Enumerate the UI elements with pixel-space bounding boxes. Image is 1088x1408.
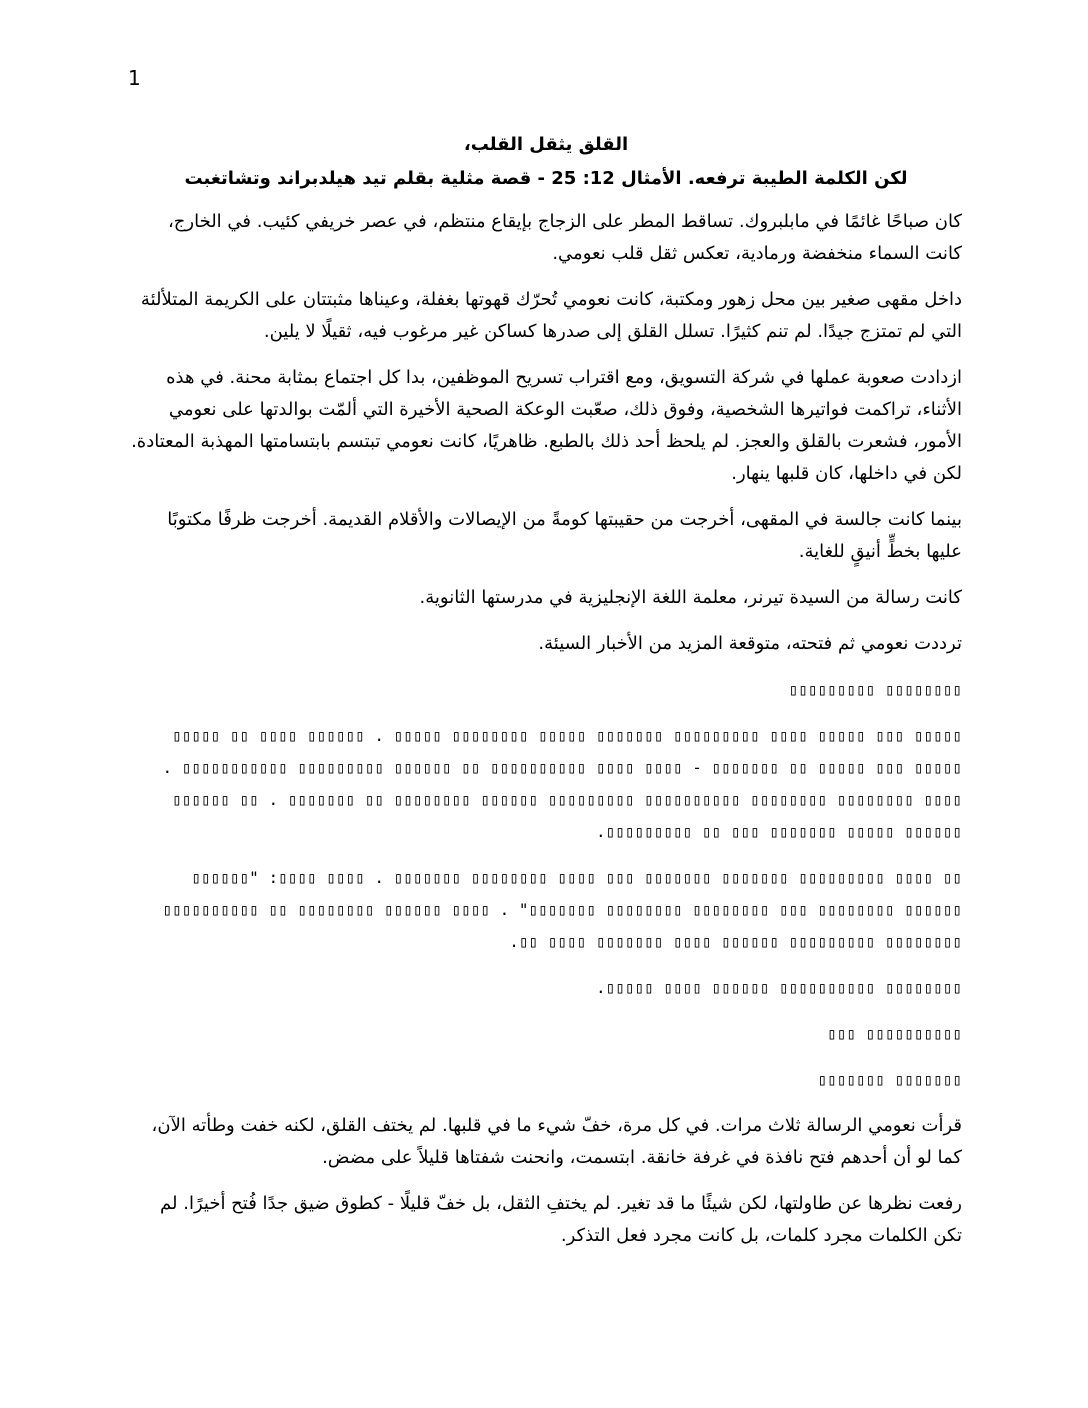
- garbled-paragraph-2: ▯▯ ▯▯▯▯ ▯▯▯▯▯▯▯▯▯ ▯▯▯▯▯▯▯ ▯▯▯▯▯▯▯ ▯▯▯ ▯▯▯▯ ▯▯▯▯▯▯▯▯ ▯▯▯▯▯▯▯ . ▯▯▯▯ ▯▯▯▯: "▯▯▯▯▯▯ ▯▯▯▯▯▯ ▯▯▯▯▯▯▯▯ ▯▯▯ ▯▯▯▯▯▯▯▯ ▯▯▯▯▯▯▯▯ ▯▯▯▯▯▯▯" . ▯▯▯▯ ▯▯▯▯▯▯ ▯▯▯▯▯▯▯▯ ▯▯ ▯▯▯▯▯▯▯▯▯▯ ▯▯▯▯▯▯▯▯ ▯▯▯▯▯▯▯▯▯ ▯▯▯▯▯▯ ▯▯▯▯ ▯▯▯▯▯▯▯ ▯▯▯▯ ▯▯.: [162, 868, 962, 951]
- paragraph-5: كانت رسالة من السيدة تيرنر، معلمة اللغة الإنجليزية في مدرستها الثانوية.: [419, 587, 962, 608]
- closing-paragraph-2: رفعت نظرها عن طاولتها، لكن شيئًا ما قد تغير. لم يختفِ الثقل، بل خفّ قليلًا - كطوق ضيق جدًا فُتح أخيرًا. لم تكن الكلمات مجرد كلمات، بل كانت مجرد فعل التذكر.: [160, 1193, 962, 1246]
- paragraph-6: ترددت نعومي ثم فتحته، متوقعة المزيد من الأخبار السيئة.: [538, 633, 962, 654]
- paragraph-2: داخل مقهى صغير بين محل زهور ومكتبة، كانت نعومي تُحرّك قهوتها بغفلة، وعيناها مثبتتان على الكريمة المتلألئة التي لم تمتزج جيدًا. لم تنم كثيرًا. تسلل القلق إلى صدرها كساكن غير مرغوب فيه، ثقيلًا لا يلين.: [140, 289, 962, 342]
- closing-paragraph-1: قرأت نعومي الرسالة ثلاث مرات. في كل مرة، خفّ شيء ما في قلبها. لم يختف القلق، لكنه خفت وطأته الآن، كما لو أن أحدهم فتح نافذة في غرفة خانقة. ابتسمت، وانحنت شفتاها قليلاً على مضض.: [151, 1115, 962, 1168]
- paragraph-4: بينما كانت جالسة في المقهى، أخرجت من حقيبتها كومةً من الإيصالات والأقلام القديمة. أخرجت ظرفًا مكتوبًا عليها بخطٍّ أنيقٍ للغاية.: [167, 509, 962, 562]
- garbled-paragraph-3: ▯▯▯▯▯▯▯▯ ▯▯▯▯▯▯▯▯▯▯ ▯▯▯▯▯▯ ▯▯▯▯ ▯▯▯▯▯.: [595, 978, 962, 997]
- garbled-paragraph-1: ▯▯▯▯▯ ▯▯▯ ▯▯▯▯▯ ▯▯▯▯ ▯▯▯▯▯▯▯▯▯ ▯▯▯▯▯▯▯ ▯▯▯▯▯ ▯▯▯▯▯▯▯▯ ▯▯▯▯▯ . ▯▯▯▯▯▯ ▯▯▯▯ ▯▯ ▯▯▯▯▯ ▯▯▯▯▯ ▯▯▯ ▯▯▯▯▯ ▯▯ ▯▯▯▯▯▯▯ - ▯▯▯▯ ▯▯▯▯ ▯▯▯▯▯▯▯▯▯▯ ▯▯ ▯▯▯▯▯▯ ▯▯▯▯▯▯▯▯▯ ▯▯▯▯▯▯▯▯▯▯▯ . ▯▯▯▯ ▯▯▯▯▯▯▯▯ ▯▯▯▯▯▯▯▯ ▯▯▯▯▯▯▯▯▯▯ ▯▯▯▯▯▯▯▯▯ ▯▯▯▯▯▯ ▯▯▯▯▯▯▯▯ ▯▯ ▯▯▯▯▯▯▯ . ▯▯ ▯▯▯▯▯▯ ▯▯▯▯▯▯ ▯▯▯▯▯ ▯▯▯▯▯▯▯ ▯▯▯ ▯▯ ▯▯▯▯▯▯▯▯▯.: [162, 726, 962, 841]
- garbled-heading: ▯▯▯▯▯▯▯▯ ▯▯▯▯▯▯▯▯▯: [788, 680, 962, 699]
- title-line-1: القلق يثقل القلب،: [463, 134, 629, 155]
- paragraph-1: كان صباحًا غائمًا في مابلبروك. تساقط المطر على الزجاج بإيقاع منتظم، في عصر خريفي كئيب. في الخارج، كانت السماء منخفضة ورمادية، تعكس ثقل قلب نعومي.: [167, 211, 962, 264]
- garbled-signature-line-2: ▯▯▯▯▯▯▯ ▯▯▯▯▯▯▯: [817, 1070, 962, 1089]
- page-number: 1: [128, 66, 141, 90]
- paragraph-3: ازدادت صعوبة عملها في شركة التسويق، ومع اقتراب تسريح الموظفين، بدا كل اجتماع بمثابة محنة. في هذه الأثناء، تراكمت فواتيرها الشخصية، وفوق ذلك، صعّبت الوعكة الصحية الأخيرة التي ألمّت بوالدتها على نعومي الأمور، فشعرت بالقلق والعجز. لم يلحظ أحد ذلك بالطبع. ظاهريًا، كانت نعومي تبتسم بابتسامتها المهذبة المعتادة. لكن في داخلها، كان قلبها ينهار.: [131, 367, 962, 484]
- garbled-signature-line-1: ▯▯▯▯▯▯▯▯▯▯ ▯▯▯: [827, 1024, 962, 1043]
- title-line-2: لكن الكلمة الطيبة ترفعه. الأمثال 12: 25 - قصة مثلية بقلم تيد هيلدبراند وتشاتغبت: [184, 168, 908, 189]
- document-title: [130, 128, 962, 196]
- document-body: [130, 128, 962, 1266]
